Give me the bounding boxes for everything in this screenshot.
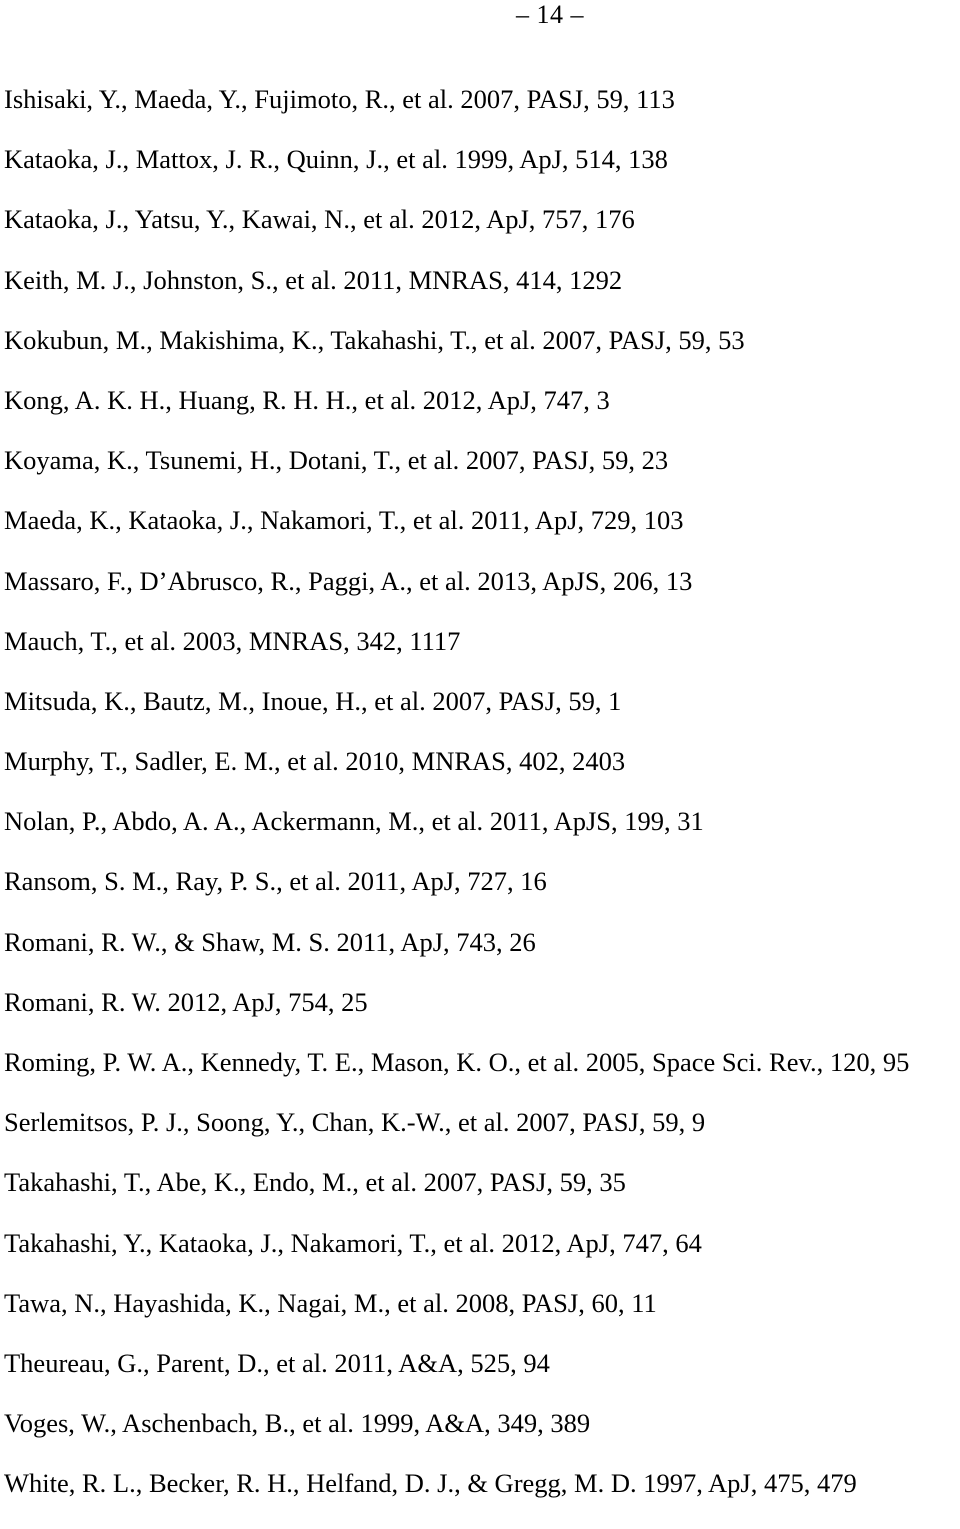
reference-entry: Kokubun, M., Makishima, K., Takahashi, T., et al. 2007, PASJ, 59, 53 (4, 324, 745, 355)
reference-entry: Kataoka, J., Mattox, J. R., Quinn, J., et al. 1999, ApJ, 514, 138 (4, 144, 668, 175)
reference-entry: Romani, R. W. 2012, ApJ, 754, 25 (4, 986, 368, 1017)
reference-entry: Nolan, P., Abdo, A. A., Ackermann, M., et al. 2011, ApJS, 199, 31 (4, 806, 704, 837)
reference-entry: White, R. L., Becker, R. H., Helfand, D. J., & Gregg, M. D. 1997, ApJ, 475, 479 (4, 1468, 857, 1499)
reference-entry: Tawa, N., Hayashida, K., Nagai, M., et al. 2008, PASJ, 60, 11 (4, 1287, 657, 1318)
reference-entry: Murphy, T., Sadler, E. M., et al. 2010, MNRAS, 402, 2403 (4, 746, 626, 777)
reference-list (4, 84, 909, 1529)
reference-entry: Serlemitsos, P. J., Soong, Y., Chan, K.-W., et al. 2007, PASJ, 59, 9 (4, 1107, 706, 1138)
reference-entry: Ishisaki, Y., Maeda, Y., Fujimoto, R., et al. 2007, PASJ, 59, 113 (4, 84, 675, 114)
reference-entry: Mitsuda, K., Bautz, M., Inoue, H., et al. 2007, PASJ, 59, 1 (4, 685, 622, 716)
reference-entry: Massaro, F., D’Abrusco, R., Paggi, A., et al. 2013, ApJS, 206, 13 (4, 565, 693, 596)
reference-entry: Voges, W., Aschenbach, B., et al. 1999, A&A, 349, 389 (4, 1408, 591, 1439)
reference-entry: Mauch, T., et al. 2003, MNRAS, 342, 1117 (4, 625, 461, 656)
reference-entry: Ransom, S. M., Ray, P. S., et al. 2011, ApJ, 727, 16 (4, 866, 547, 897)
reference-entry: Keith, M. J., Johnston, S., et al. 2011, MNRAS, 414, 1292 (4, 264, 623, 295)
page-number: – 14 – (516, 0, 584, 29)
reference-entry: Takahashi, T., Abe, K., Endo, M., et al. 2007, PASJ, 59, 35 (4, 1167, 626, 1198)
reference-entry: Kong, A. K. H., Huang, R. H. H., et al. 2012, ApJ, 747, 3 (4, 384, 610, 415)
reference-entry: Romani, R. W., & Shaw, M. S. 2011, ApJ, 743, 26 (4, 926, 536, 957)
reference-entry: Maeda, K., Kataoka, J., Nakamori, T., et al. 2011, ApJ, 729, 103 (4, 505, 684, 536)
reference-entry: Roming, P. W. A., Kennedy, T. E., Mason, K. O., et al. 2005, Space Sci. Rev., 120, 95 (4, 1047, 910, 1077)
reference-entry: Koyama, K., Tsunemi, H., Dotani, T., et al. 2007, PASJ, 59, 23 (4, 445, 669, 476)
reference-entry: Theureau, G., Parent, D., et al. 2011, A&A, 525, 94 (4, 1347, 550, 1378)
reference-entry: Takahashi, Y., Kataoka, J., Nakamori, T., et al. 2012, ApJ, 747, 64 (4, 1227, 702, 1258)
reference-entry: Kataoka, J., Yatsu, Y., Kawai, N., et al. 2012, ApJ, 757, 176 (4, 204, 635, 235)
